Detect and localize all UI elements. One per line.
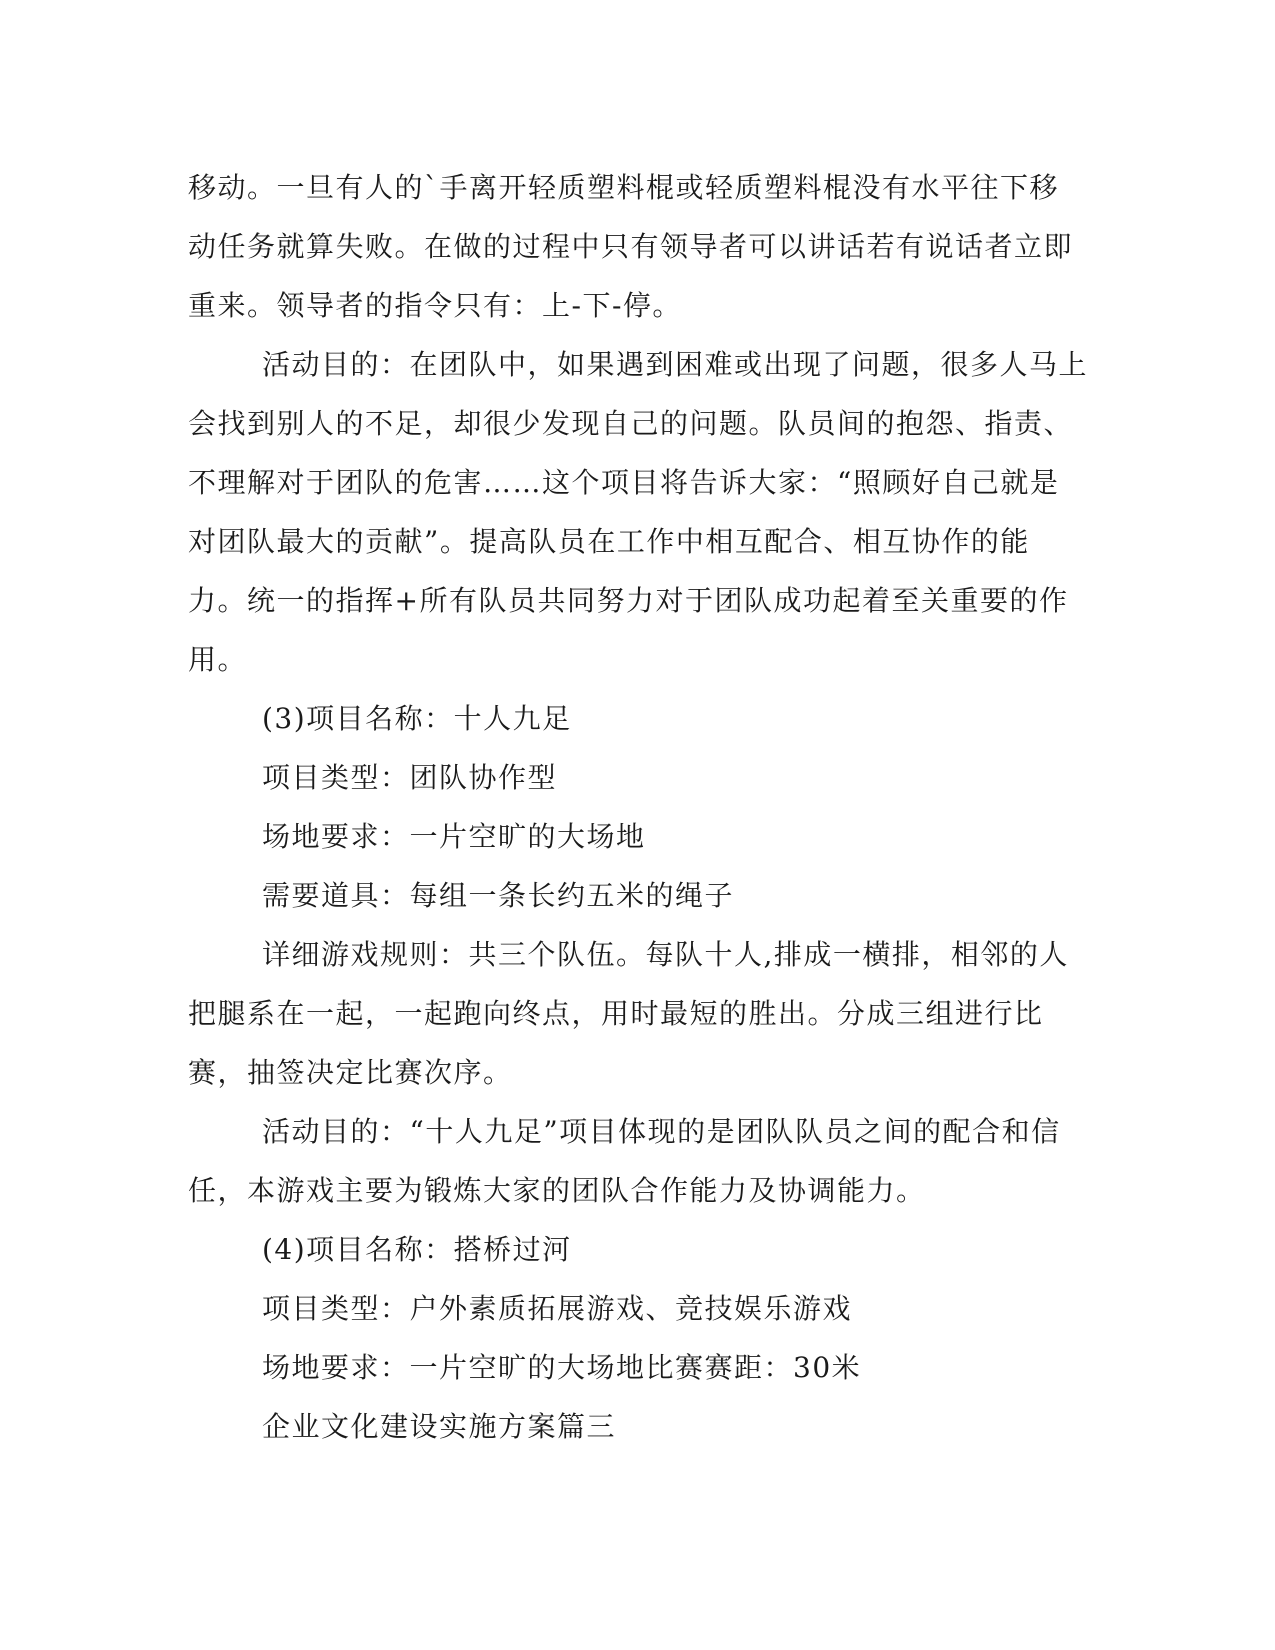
item-4-type: 项目类型：户外素质拓展游戏、竞技娱乐游戏 (262, 1292, 853, 1325)
paragraph-activity-purpose-1: 活动目的：在团队中，如果遇到困难或出现了问题，很多人马上会找到别人的不足，却很少发现自己的问题。队员间的抱怨、指责、不理解对于团队的危害……这个项目将告诉大家：“照顾好自己就是对团队最大的贡献”。提高队员在工作中相互配合、相互协作的能力。统一的指挥+所有队员共同努力对于团队成功起着至关重要的作用。 (188, 348, 1089, 676)
item-3-props: 需要道具：每组一条长约五米的绳子 (262, 879, 735, 912)
item-3-venue: 场地要求：一片空旷的大场地 (262, 820, 646, 853)
paragraph-continuation: 移动。一旦有人的`手离开轻质塑料棍或轻质塑料棍没有水平往下移动任务就算失败。在做的过程中只有领导者可以讲话若有说话者立即重来。领导者的指令只有：上-下-停。 (188, 171, 1074, 322)
item-4-name: (4)项目名称：搭桥过河 (262, 1233, 572, 1266)
document-body (188, 158, 1088, 1456)
item-4-venue: 场地要求：一片空旷的大场地比赛赛距：30米 (262, 1351, 862, 1384)
item-3-type: 项目类型：团队协作型 (262, 761, 558, 794)
item-3-purpose: 活动目的：“十人九足”项目体现的是团队队员之间的配合和信任，本游戏主要为锻炼大家的团队合作能力及协调能力。 (188, 1115, 1061, 1207)
item-3-rules: 详细游戏规则：共三个队伍。每队十人,排成一横排，相邻的人把腿系在一起，一起跑向终点，用时最短的胜出。分成三组进行比赛，抽签决定比赛次序。 (188, 938, 1069, 1089)
item-3-name: (3)项目名称：十人九足 (262, 702, 572, 735)
section-heading: 企业文化建设实施方案篇三 (262, 1410, 617, 1443)
